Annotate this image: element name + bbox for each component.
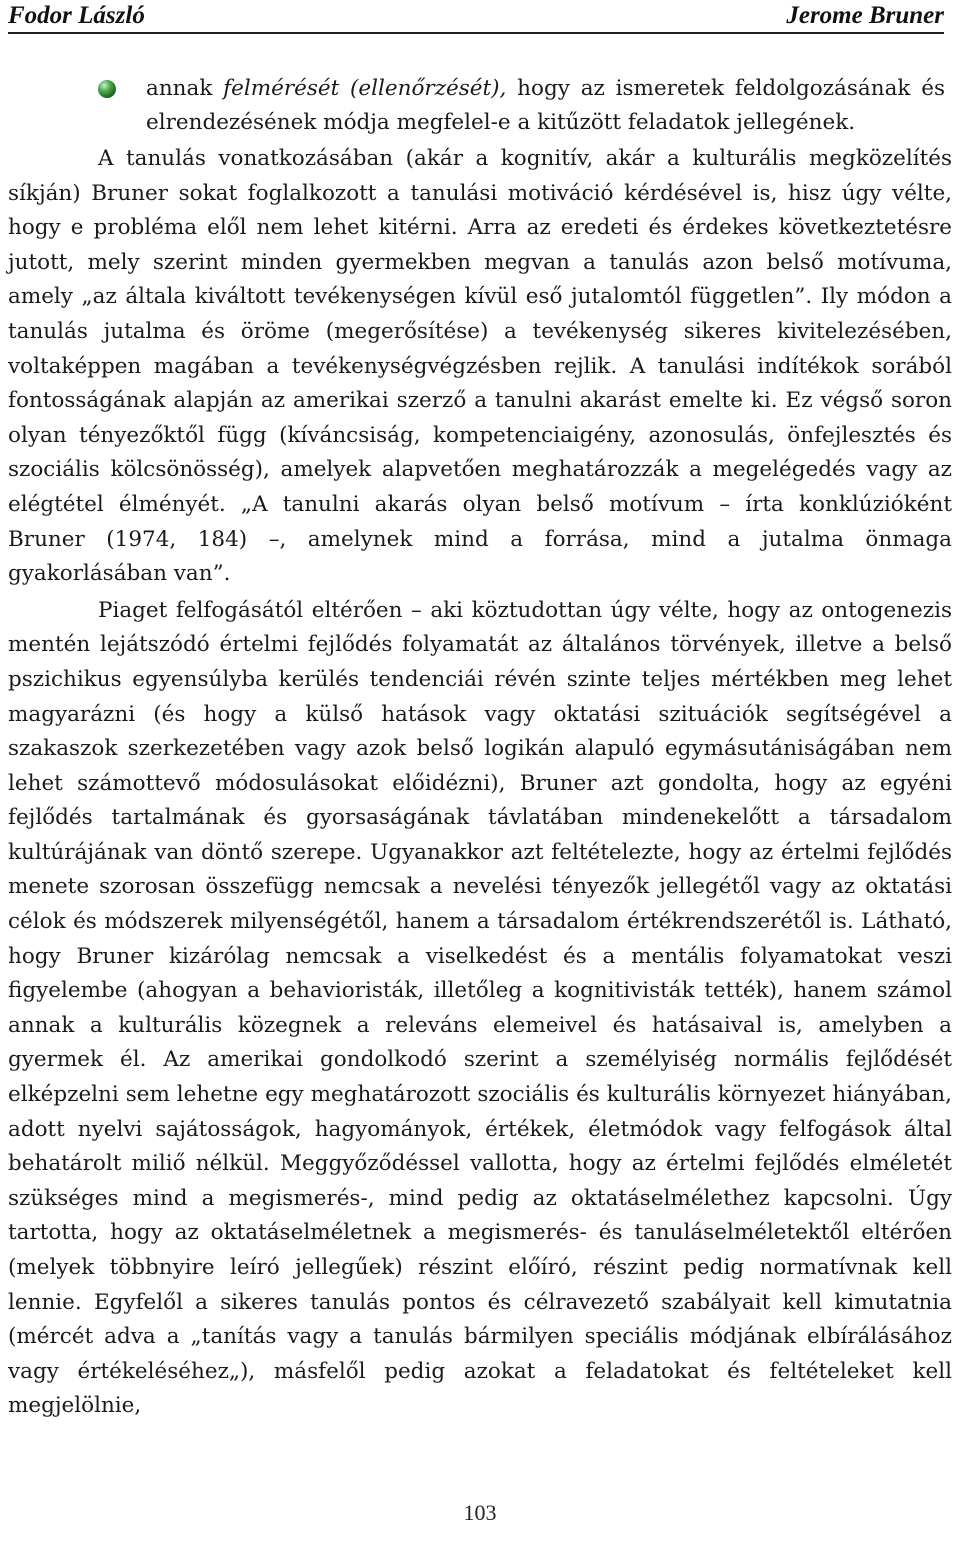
bullet-suffix: hogy az ismeretek feldolgozásának és elrendezésének módja megfelel-e a kitűzött feladatok jellegének.: [146, 76, 945, 135]
paragraph-motivation: A tanulás vonatkozásában (akár a kognitív, akár a kulturális megközelítés síkján) Bruner sokat foglalkozott a tanulási motiváció kérdésével is, hisz úgy vélte, hogy e probléma elől nem lehet kitérni. Arra az eredeti és érdekes következtetésre jutott, mely szerint minden gyermekben megvan a tanulás azon belső motívuma, amely „az általa kiváltott tevékenységen kívül eső jutalomtól független”. Ily módon a tanulás jutalma és öröme (megerősítése) a tevékenység sikeres kivitelezésében, voltaképpen magában a tevékenységvégzésben rejlik. A tanulási indítékok sorából fontosságának alapján az amerikai szerző a tanulni akarást emelte ki. Ez végső soron olyan tényezőktől függ (kíváncsiság, kompetenciaigény, azonosulás, önfejlesztés és szociális kölcsönösség), amelyek alapvetően meghatározzák a megelégedés vagy az elégtétel élményét. „A tanulni akarás olyan belső motívum – írta konklúzióként Bruner (1974, 184) –, amelynek mind a forrása, mind a jutalma önmaga gyakorlásában van”.: [8, 146, 952, 587]
green-ball-bullet-icon: [96, 78, 118, 100]
bullet-text: [100, 72, 945, 140]
header-subject: Jerome Bruner: [786, 2, 944, 29]
header-author: Fodor László: [8, 2, 145, 29]
running-header: [8, 0, 944, 34]
body-text: [8, 142, 952, 1424]
bullet-emphasis: felmérését (ellenőrzését),: [223, 76, 507, 101]
bullet-list-item: [100, 72, 945, 140]
bullet-prefix: annak: [146, 76, 224, 101]
paragraph-piaget-comparison: Piaget felfogásától eltérően – aki köztudottan úgy vélte, hogy az ontogenezis mentén lejátszódó értelmi fejlődés folyamatát az általános törvények, illetve a belső pszichikus egyensúlyba kerülés tendenciái révén szinte teljes mértékben meg lehet magyarázni (és hogy a külső hatások vagy oktatási szituációk segítségével a szakaszok szerkezetében vagy azok belső logikán alapuló egymásutániságában nem lehet számottevő módosulásokat előidézni), Bruner azt gondolta, hogy az egyéni fejlődés tartalmának és gyorsaságának távlatában mindenekelőtt a társadalom kultúrájának van döntő szerepe. Ugyanakkor azt feltételezte, hogy az értelmi fejlődés menete szorosan összefügg nemcsak a nevelési tényezők jellegétől vagy az oktatási célok és módszerek milyenségétől, hanem a társadalom értékrendszerétől is. Látható, hogy Bruner kizárólag nemcsak a viselkedést és a mentális folyamatokat veszi figyelembe (ahogyan a behavioristák, illetőleg a kognitivisták tették), hanem számol annak a kulturális közegnek a releváns elemeivel és hatásaival is, amelyben a gyermek él. Az amerikai gondolkodó szerint a személyiség normális fejlődését elképzelni sem lehetne egy meghatározott szociális és kulturális környezet hiányában, adott nyelvi sajátosságok, hagyományok, értékek, életmódok vagy felfogások által behatárolt miliő nélkül. Meggyőződéssel vallotta, hogy az értelmi fejlődés elméletét szükséges mind a megismerés-, mind pedig az oktatáselmélethez kapcsolni. Úgy tartotta, hogy az oktatáselméletnek a megismerés- és tanuláselméletektől eltérően (melyek többnyire leíró jellegűek) részint előíró, részint pedig normatívnak kell lennie. Egyfelől a sikeres tanulás pontos és célravezető szabályait kell kimutatnia (mércét adva a „tanítás vagy a tanulás bármilyen speciális módjának elbírálásához vagy értékeléséhez„), másfelől pedig azokat a feladatokat és feltételeket kell megjelölnie,: [8, 597, 952, 1419]
page-number: 103: [463, 1500, 497, 1525]
